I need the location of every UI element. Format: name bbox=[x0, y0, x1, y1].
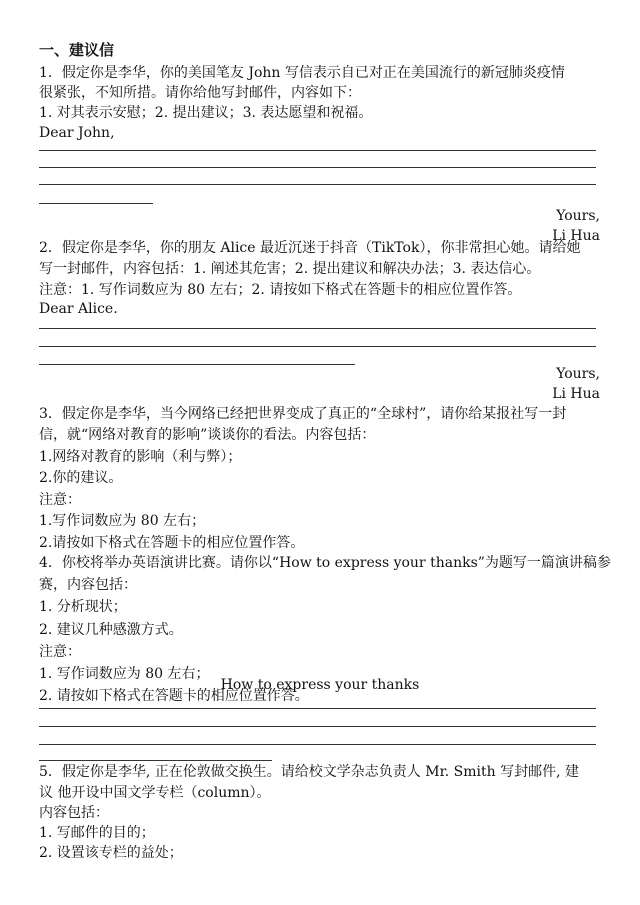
q4-line-2: 赛，内容包括： bbox=[39, 577, 137, 593]
q4-line-6: 1. 写作词数应为 80 左右； bbox=[39, 666, 210, 682]
q1-line-2: 很紧张，不知所措。请你给他写封邮件，内容如下： bbox=[39, 85, 361, 101]
q3-line-4: 2.你的建议。 bbox=[39, 470, 123, 486]
answer-line bbox=[39, 150, 596, 151]
q4-line-1: 4．你校将举办英语演讲比赛。请你以“How to express your thanks”为题写一篇演讲稿参 bbox=[39, 555, 611, 571]
q2-line-1: 2．假定你是李华，你的朋友 Alice 最近沉迷于抖音（TikTok），你非常担心她。请给她 bbox=[39, 240, 581, 256]
q3-line-1: 3．假定你是李华，当今网络已经把世界变成了真正的“全球村”，请你给某报社写一封 bbox=[39, 406, 567, 422]
q4-line-3: 1. 分析现状； bbox=[39, 599, 127, 615]
q4-line-4: 2. 建议几种感激方式。 bbox=[39, 622, 183, 638]
answer-line-short bbox=[39, 203, 153, 204]
q4-line-5: 注意： bbox=[39, 644, 81, 660]
answer-line bbox=[39, 167, 596, 168]
q3-line-3: 1.网络对教育的影响（利与弊）； bbox=[39, 449, 242, 465]
answer-line-short bbox=[39, 760, 272, 761]
q5-line-3: 内容包括： bbox=[39, 805, 109, 821]
answer-line bbox=[39, 184, 596, 185]
answer-line-short bbox=[39, 364, 355, 365]
q1-line-3: 1. 对其表示安慰；2. 提出建议；3. 表达愿望和祝福。 bbox=[39, 105, 373, 121]
q1-closing: Yours, bbox=[556, 208, 600, 224]
q2-signature: Li Hua bbox=[552, 386, 600, 402]
q4-line-7: 2. 请按如下格式在答题卡的相应位置作答。 bbox=[39, 688, 309, 704]
q5-line-4: 1. 写邮件的目的； bbox=[39, 825, 155, 841]
answer-line bbox=[39, 744, 596, 745]
q2-line-3: 注意：1. 写作词数应为 80 左右；2. 请按如下格式在答题卡的相应位置作答。 bbox=[39, 282, 522, 298]
q4-essay-title: How to express your thanks bbox=[220, 677, 420, 693]
q2-closing: Yours, bbox=[556, 366, 600, 382]
q3-line-2: 信，就“网络对教育的影响”谈谈你的看法。内容包括： bbox=[39, 427, 376, 443]
q2-salutation: Dear Alice. bbox=[39, 301, 118, 317]
q3-line-7: 2.请按如下格式在答题卡的相应位置作答。 bbox=[39, 535, 305, 551]
answer-line bbox=[39, 708, 596, 709]
q2-line-2: 写一封邮件，内容包括：1. 阐述其危害；2. 提出建议和解决办法；3. 表达信心。 bbox=[39, 261, 541, 277]
answer-line bbox=[39, 726, 596, 727]
section-title: 一、建议信 bbox=[39, 41, 115, 59]
q3-line-6: 1.写作词数应为 80 左右； bbox=[39, 513, 206, 529]
q1-salutation: Dear John, bbox=[39, 125, 115, 141]
q5-line-5: 2. 设置该专栏的益处； bbox=[39, 845, 183, 861]
q5-line-1: 5．假定你是李华, 正在伦敦做交换生。请给校文学杂志负责人 Mr. Smith 写封邮件, 建 bbox=[39, 764, 579, 780]
q1-line-1: 1．假定你是李华，你的美国笔友 John 写信表示自已对正在美国流行的新冠肺炎疫情 bbox=[39, 65, 565, 81]
answer-line bbox=[39, 328, 596, 329]
q1-signature: Li Hua bbox=[552, 228, 600, 244]
answer-line bbox=[39, 346, 596, 347]
q3-line-5: 注意： bbox=[39, 492, 81, 508]
q5-line-2: 议 他开设中国文学专栏（column）。 bbox=[39, 785, 271, 801]
